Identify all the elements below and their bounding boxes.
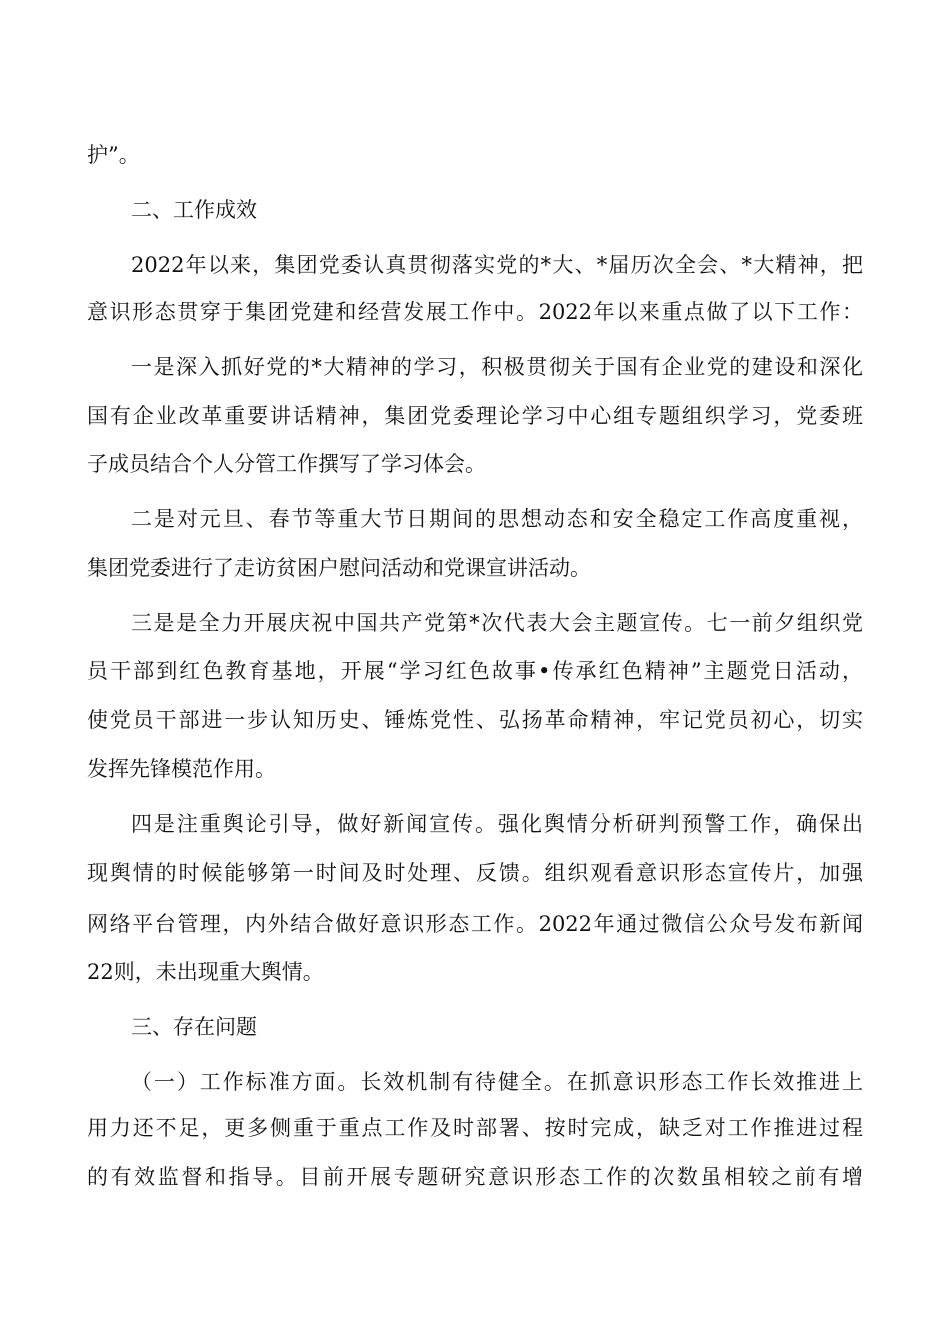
body-text-line: 22则，未出现重大舆情。 [87,960,324,984]
body-text-line: 意识形态贯穿于集团党建和经营发展工作中。2022年以来重点做了以下工作： [87,300,863,324]
body-text-line: 一是深入抓好党的*大精神的学习，积极贯彻关于国有企业党的建设和深化 [131,355,863,379]
body-text-line: 二是对元旦、春节等重大节日期间的思想动态和安全稳定工作高度重视， [131,507,863,531]
body-text-line: 使党员干部进一步认知历史、锤炼党性、弘扬革命精神，牢记党员初心，切实 [87,708,863,732]
body-text-line: 集团党委进行了走访贫困户慰问活动和党课宣讲活动。 [87,556,591,580]
body-text-line: 现舆情的时候能够第一时间及时处理、反馈。组织观看意识形态宣传片，加强 [87,861,863,885]
body-text-line: 三是是全力开展庆祝中国共产党第*次代表大会主题宣传。七一前夕组织党 [131,611,863,635]
body-text-line: 护”。 [87,143,140,167]
body-text-line: 子成员结合个人分管工作撰写了学习体会。 [87,452,486,476]
body-text-line: 2022年以来，集团党委认真贯彻落实党的*大、*届历次全会、*大精神，把 [131,253,863,277]
body-text-line: 员干部到红色教育基地，开展“学习红色故事•传承红色精神”主题党日活动， [87,659,863,683]
body-text-line: 四是注重舆论引导，做好新闻宣传。强化舆情分析研判预警工作，确保出 [131,812,863,836]
body-text-line: 用力还不足，更多侧重于重点工作及时部署、按时完成，缺乏对工作推进过程 [87,1116,863,1140]
body-text-line: 国有企业改革重要讲话精神，集团党委理论学习中心组专题组织学习，党委班 [87,404,863,428]
section-heading: 三、存在问题 [131,1015,257,1039]
body-text-line: （一）工作标准方面。长效机制有待健全。在抓意识形态工作长效推进上 [131,1070,863,1094]
section-heading: 二、工作成效 [131,198,257,222]
body-text-line: 发挥先锋模范作用。 [87,757,276,781]
body-text-line: 的有效监督和指导。目前开展专题研究意识形态工作的次数虽相较之前有增 [87,1165,863,1189]
body-text-line: 网络平台管理，内外结合做好意识形态工作。2022年通过微信公众号发布新闻 [87,912,863,936]
